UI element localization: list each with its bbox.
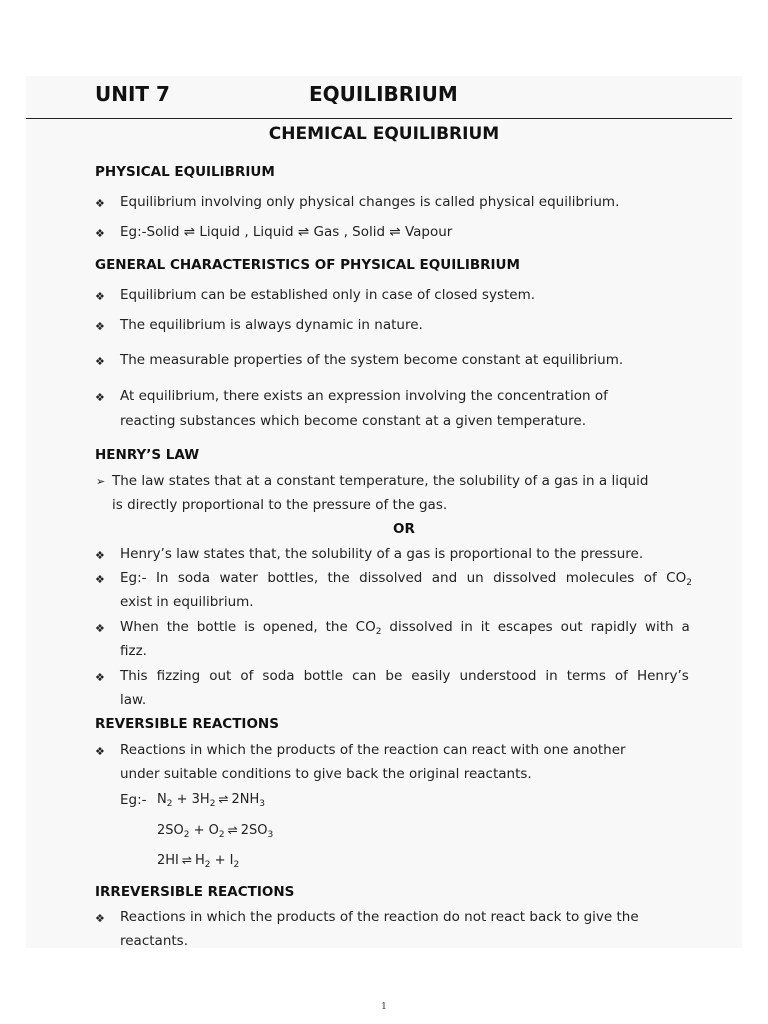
bullet-text: Eg:-Solid ⇌ Liquid , Liquid ⇌ Gas , Solid ⇌ Vapour: [120, 224, 453, 240]
section-heading-irreversible-reactions: IRREVERSIBLE REACTIONS: [95, 884, 295, 900]
law-statement: The law states that at a constant temperature, the solubility of a gas in a liquid: [112, 473, 649, 489]
page-number: 1: [381, 1002, 387, 1012]
word: in: [460, 619, 473, 635]
diamond-bullet-icon: ❖: [95, 549, 105, 562]
word: bottle: [196, 619, 237, 635]
word: out: [209, 668, 232, 684]
word: bottles,: [267, 570, 319, 586]
bullet-text: Henry’s law states that, the solubility of a gas is proportional to the pressure.: [120, 546, 644, 562]
word: un: [466, 570, 484, 586]
word: soda: [262, 668, 295, 684]
word: of: [643, 570, 657, 586]
word: and: [431, 570, 458, 586]
word: of: [614, 668, 628, 684]
section-heading-reversible-reactions: REVERSIBLE REACTIONS: [95, 716, 279, 732]
header-divider: [26, 118, 732, 119]
equation-sulfur-trioxide: $2SO_2 + O_2$ ⇌ $2SO_3$: [157, 823, 274, 840]
bullet-text-continued: reacting substances which become constant at a given temperature.: [120, 413, 587, 429]
section-heading-general-characteristics: GENERAL CHARACTERISTICS OF PHYSICAL EQUILIBRIUM: [95, 257, 520, 273]
section-heading-physical-equilibrium: PHYSICAL EQUILIBRIUM: [95, 164, 275, 180]
bullet-text: At equilibrium, there exists an expression involving the concentration of: [120, 388, 608, 404]
diamond-bullet-icon: ❖: [95, 355, 105, 368]
co2-formula: $CO_2$: [666, 570, 692, 588]
unit-title: EQUILIBRIUM: [309, 82, 458, 106]
word: This: [120, 668, 148, 684]
word: easily: [411, 668, 451, 684]
or-separator: OR: [393, 521, 415, 537]
example-label: Eg:-: [120, 792, 147, 808]
word: soda: [177, 570, 211, 586]
equilibrium-arrow-icon: ⇌: [181, 853, 192, 867]
word: can: [352, 668, 377, 684]
chapter-title: CHEMICAL EQUILIBRIUM: [268, 124, 500, 144]
word: dissolved: [359, 570, 423, 586]
word: dissolved: [389, 619, 453, 635]
bullet-text: Reactions in which the products of the reaction can react with one another: [120, 742, 626, 758]
word: it: [480, 619, 490, 635]
word: Eg:-: [120, 570, 147, 586]
justified-line: [120, 619, 690, 637]
diamond-bullet-icon: ❖: [95, 290, 105, 303]
word: is: [244, 619, 255, 635]
diamond-bullet-icon: ❖: [95, 671, 105, 684]
diamond-bullet-icon: ❖: [95, 197, 105, 210]
word: bottle: [303, 668, 344, 684]
bullet-text: Equilibrium involving only physical changes is called physical equilibrium.: [120, 194, 620, 210]
word: the: [166, 619, 189, 635]
bullet-text-continued: law.: [120, 692, 147, 708]
word: of: [240, 668, 254, 684]
diamond-bullet-icon: ❖: [95, 391, 105, 404]
word: escapes: [497, 619, 553, 635]
word: Henry’s: [636, 668, 689, 684]
co2-formula: $CO_2$: [355, 619, 382, 637]
bullet-text: The measurable properties of the system become constant at equilibrium.: [120, 352, 624, 368]
word: rapidly: [590, 619, 638, 635]
word: understood: [459, 668, 537, 684]
word: out: [560, 619, 583, 635]
word: a: [681, 619, 690, 635]
bullet-text-continued: exist in equilibrium.: [120, 594, 254, 610]
bullet-text: Equilibrium can be established only in case of closed system.: [120, 287, 536, 303]
diamond-bullet-icon: ❖: [95, 227, 105, 240]
law-statement-continued: is directly proportional to the pressure of the gas.: [112, 497, 448, 513]
diamond-bullet-icon: ❖: [95, 622, 105, 635]
equilibrium-arrow-icon: ⇌: [218, 792, 229, 806]
diamond-bullet-icon: ❖: [95, 912, 105, 925]
bullet-text: Reactions in which the products of the reaction do not react back to give the: [120, 909, 639, 925]
justified-line: [120, 668, 689, 684]
word: the: [327, 570, 350, 586]
diamond-bullet-icon: ❖: [95, 573, 105, 586]
equilibrium-arrow-icon: ⇌: [227, 823, 238, 837]
word: fizzing: [156, 668, 201, 684]
word: with: [644, 619, 674, 635]
bullet-text-continued: under suitable conditions to give back the original reactants.: [120, 766, 532, 782]
word: molecules: [565, 570, 635, 586]
word: opened,: [262, 619, 318, 635]
equation-hydrogen-iodide: 2HI ⇌ $H_2 + I_2$: [157, 853, 240, 870]
section-heading-henrys-law: HENRY’S LAW: [95, 447, 200, 463]
word: in: [545, 668, 558, 684]
diamond-bullet-icon: ❖: [95, 320, 105, 333]
word: the: [325, 619, 348, 635]
equation-ammonia: $N_2 + 3H_2$ ⇌ $2NH_3$: [157, 792, 265, 809]
bullet-text-continued: fizz.: [120, 643, 147, 659]
word: be: [385, 668, 403, 684]
unit-number: UNIT 7: [95, 82, 170, 106]
word: In: [155, 570, 169, 586]
diamond-bullet-icon: ❖: [95, 745, 105, 758]
justified-line: [120, 570, 692, 588]
bullet-text: The equilibrium is always dynamic in nature.: [120, 317, 423, 333]
word: water: [219, 570, 258, 586]
word: When: [120, 619, 159, 635]
word: dissolved: [493, 570, 557, 586]
arrow-bullet-icon: ➢: [96, 475, 106, 488]
bullet-text-continued: reactants.: [120, 933, 188, 949]
word: terms: [566, 668, 606, 684]
